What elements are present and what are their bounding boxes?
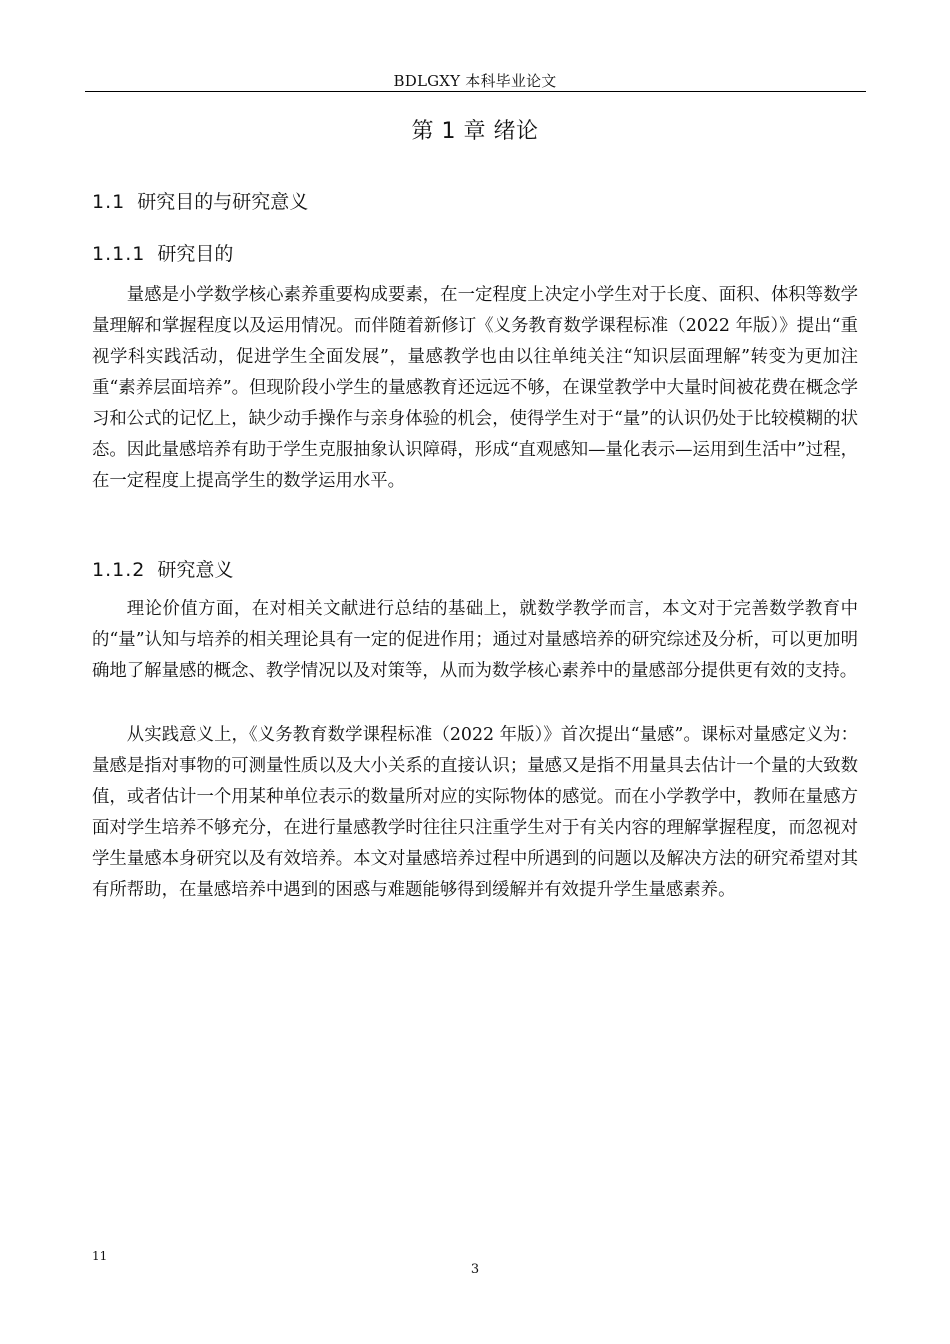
header-rule — [85, 91, 866, 92]
section-heading-1-1-1 — [92, 239, 233, 266]
paragraph-theoretical-value: 理论价值方面，在对相关文献进行总结的基础上，就数学教学而言，本文对于完善数学教育中的“量”认知与培养的相关理论具有一定的促进作用；通过对量感培养的研究综述及分析，可以更加明确地了解量感的概念、教学情况以及对策等，从而为数学核心素养中的量感部分提供更有效的支持。 — [92, 599, 858, 681]
footer-side-number: 11 — [92, 1249, 108, 1263]
section-title: 研究意义 — [157, 559, 234, 581]
section-title: 研究目的 — [157, 243, 234, 265]
section-heading-1-1-2 — [92, 555, 233, 582]
section-number: 1.1 — [92, 191, 126, 213]
paragraph-practical-value: 从实践意义上，《义务教育数学课程标准（2022 年版）》首次提出“量感”。课标对量感定义为：量感是指对事物的可测量性质以及大小关系的直接认识；量感又是指不用量具去估计一个量的大致数值，或者估计一个用某种单位表示的数量所对应的实际物体的感觉。而在小学教学中，教师在量感方面对学生培养不够充分，在进行量感教学时往往只注重学生对于有关内容的理解掌握程度，而忽视对学生量感本身研究以及有效培养。本文对量感培养过程中所遇到的问题以及解决方法的研究希望对其有所帮助，在量感培养中遇到的困惑与难题能够得到缓解并有效提升学生量感素养。 — [92, 725, 858, 900]
section-heading-1-1 — [92, 187, 308, 214]
running-header: BDLGXY 本科毕业论文 — [393, 72, 557, 90]
section-number: 1.1.2 — [92, 559, 146, 581]
page-number: 3 — [470, 1262, 480, 1277]
chapter-title: 第 1 章 绪论 — [411, 119, 539, 144]
section-title: 研究目的与研究意义 — [137, 191, 309, 213]
section-number: 1.1.1 — [92, 243, 146, 265]
paragraph-research-purpose: 量感是小学数学核心素养重要构成要素，在一定程度上决定小学生对于长度、面积、体积等数学量理解和掌握程度以及运用情况。而伴随着新修订《义务教育数学课程标准（2022 年版）》提出“重视学科实践活动，促进学生全面发展”，量感教学也由以往单纯关注“知识层面理解”转变为更加注重“素养层面培养”。但现阶段小学生的量感教育还远远不够，在课堂教学中大量时间被花费在概念学习和公式的记忆上，缺少动手操作与亲身体验的机会，使得学生对于“量”的认识仍处于比较模糊的状态。因此量感培养有助于学生克服抽象认识障碍，形成“直观感知—量化表示—运用到生活中”过程，在一定程度上提高学生的数学运用水平。 — [92, 285, 858, 491]
